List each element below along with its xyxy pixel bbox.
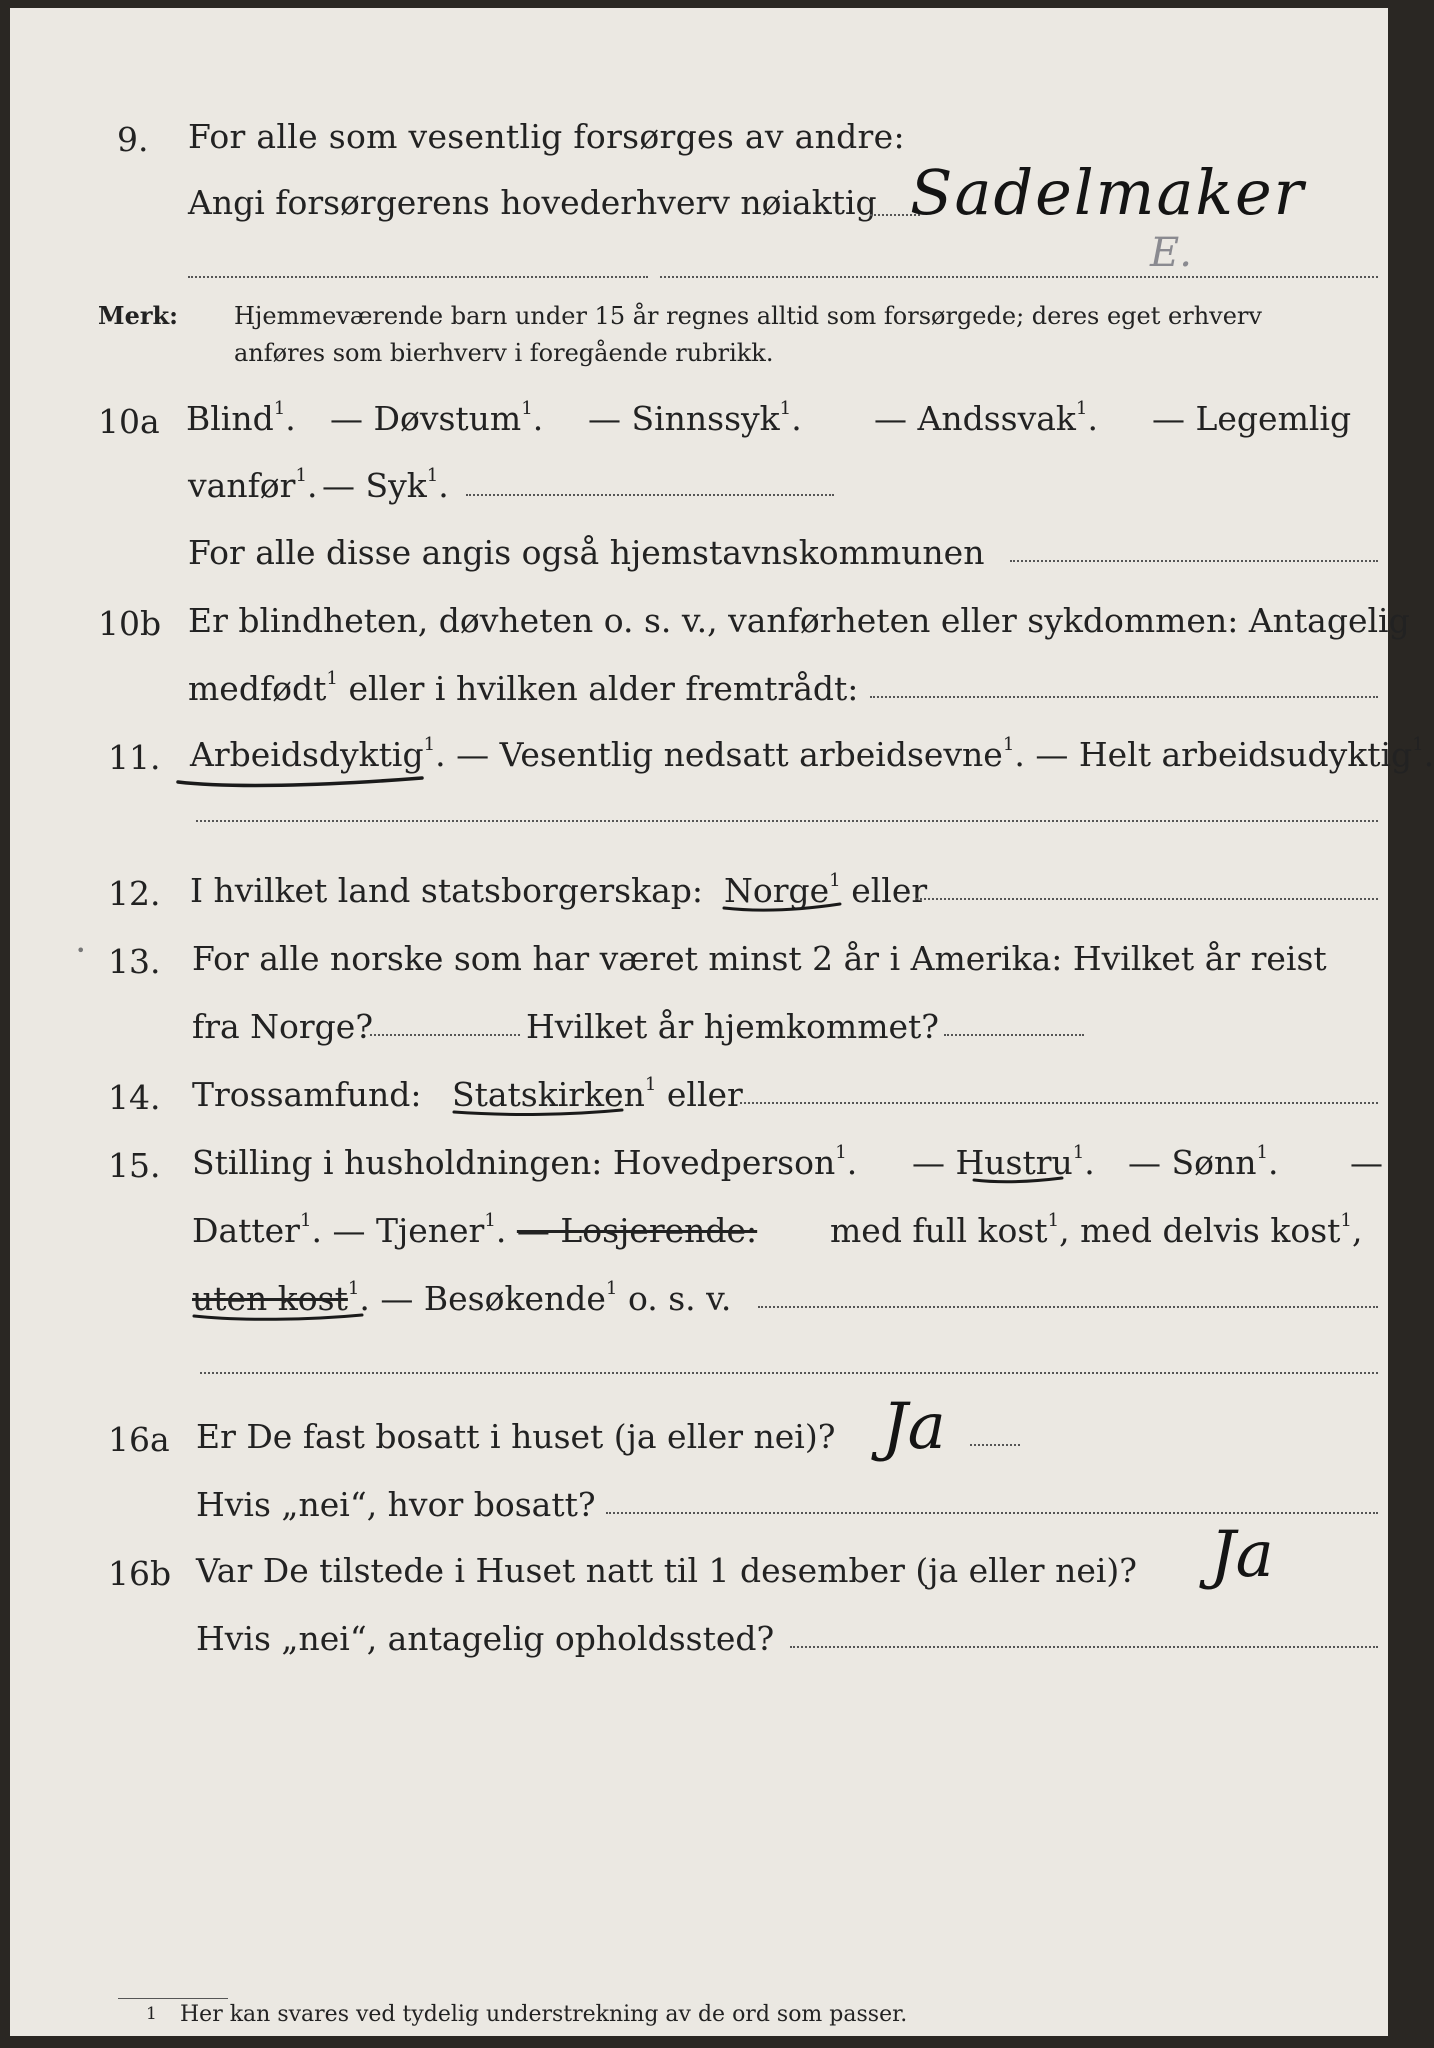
q12-norge: Norge [724, 871, 830, 910]
q9-dots-left [188, 276, 648, 278]
q16a-dots [970, 1444, 1020, 1446]
q15-number: 15. [108, 1146, 161, 1185]
q16b-line1: Var De tilstede i Huset natt til 1 desember (ja eller nei)? [196, 1551, 1137, 1590]
footnote-rule [118, 1998, 228, 1999]
q10b-line1: Er blindheten, døvheten o. s. v., vanførheten eller sykdommen: Antagelig [188, 601, 1410, 640]
q14-dots [740, 1102, 1378, 1104]
q12-text: I hvilket land statsborgerskap: [190, 871, 704, 910]
q10b-dots [870, 696, 1378, 698]
q15-uten-kost-underline [190, 1310, 370, 1330]
q16b-number: 16b [108, 1554, 172, 1593]
q14-handwritten-underline [450, 1106, 630, 1126]
q15-besokende: — Besøkende [380, 1279, 606, 1318]
q15-delvis-kost: , med delvis kost [1059, 1211, 1341, 1250]
q13-hjemkommet-dots [944, 1034, 1084, 1036]
q16a-handwritten-answer: Ja [882, 1390, 946, 1464]
q10b-line2: eller i hvilken alder fremtrådt: [348, 669, 859, 708]
q14-eller: eller [666, 1075, 743, 1114]
q10a-syk-dots [466, 494, 834, 496]
q15-datter: Datter [192, 1211, 300, 1250]
q15-hustru-underline [970, 1174, 1070, 1194]
q14-number: 14. [108, 1078, 161, 1117]
q12-number: 12. [108, 874, 161, 913]
q12-eller: eller [851, 871, 928, 910]
q15-tjener: — Tjener [332, 1211, 485, 1250]
q9-handwritten-answer: Sadelmaker [910, 156, 1306, 229]
note-line1: Hjemmeværende barn under 15 år regnes alltid som forsørgede; deres eget erhverv [234, 302, 1262, 330]
q13-number: 13. [108, 942, 161, 981]
q16b-line2: Hvis „nei“, antagelig opholdssted? [196, 1619, 775, 1658]
q10a-vanfor: vanfør [188, 466, 296, 505]
q11-number: 11. [108, 738, 161, 777]
q16a-line1: Er De fast bosatt i huset (ja eller nei)? [196, 1417, 836, 1456]
q16b-handwritten-answer: Ja [1210, 1518, 1274, 1592]
q15-hovedperson: Stilling i husholdningen: Hovedperson [192, 1143, 836, 1182]
q9-line2: Angi forsørgerens hovederhverv nøiaktig [188, 183, 877, 222]
q10a-hjemstavn-dots [1010, 560, 1378, 562]
q11-arbeidsdyktig: Arbeidsdyktig [190, 735, 424, 774]
q15-uten-kost: uten kost [192, 1279, 348, 1318]
q15-losjerende: — Losjerende: [516, 1211, 758, 1250]
note-label: Merk: [98, 301, 178, 330]
q11-dots [196, 820, 1378, 822]
q10a-line3: For alle disse angis også hjemstavnskommunen [188, 533, 985, 572]
note-line2: anføres som bierhverv i foregående rubrikk. [234, 339, 774, 367]
q10a-number: 10a [98, 402, 160, 441]
q13-hjemkommet: Hvilket år hjemkommet? [526, 1007, 939, 1046]
q16a-line2: Hvis „nei“, hvor bosatt? [196, 1485, 596, 1524]
q9-number: 9. [117, 120, 149, 159]
q13-margin-dot: • [76, 941, 86, 960]
q11-handwritten-underline [170, 770, 430, 800]
q16b-opholdssted-dots [790, 1646, 1378, 1648]
q10a-legemlig: — Legemlig [1152, 399, 1352, 438]
q9-pencil-mark: E. [1150, 230, 1192, 276]
q13-reist-dots [370, 1034, 520, 1036]
q10a-andssvak: — Andssvak [874, 399, 1076, 438]
q9-dots-right [660, 276, 1378, 278]
q15-hustru: — Hustru [912, 1143, 1073, 1182]
q10a-dovstum: — Døvstum [330, 399, 522, 438]
q15-dots-2 [200, 1372, 1378, 1374]
q15-dots [758, 1306, 1378, 1308]
footnote-mark: 1 [146, 2004, 157, 2024]
census-form-page: 9. For alle som vesentlig forsørges av andre: Angi forsørgerens hovederhverv nøiaktig Sadelmaker E. Merk: Hjemmeværende barn under 15 år regnes alltid som forsørgede; deres eget erhverv anføres som bierhverv i foregående rubrikk. 10a Blind$^1$. — Døvstum$^1$. — Sinnssyk$^1$. — Andssvak$^1$. — Legemlig vanfør$^1$. — Syk$^1$. For alle disse angis også hjemstavnskommunen 10b Er blindheten, døvheten o. s. v., vanførheten eller sykdommen: Antagelig medfødt$^1$ eller i hvilken alder fremtrådt: 11. Arbeidsdyktig$^1$. — Vesentlig nedsatt arbeidsevne$^1$. — Helt arbeidsudyktig$^1$. 12. I hvilket land statsborgerskap: Norge$^1$ eller • 13. For alle norske som har været minst 2 år i Amerika: Hvilket år reist fra Norge? Hvilket år hjemkommet? 14. Trossamfund: Statskirken$^1$ eller 15. Stilling i husholdningen: Hovedperson$^1$. — Hustru$^1$. — Sønn$^1$. — Datter$^1$. — Tjener$^1$. — Losjerende: med full kost$^1$, med delvis kost$^1$, uten kost$^1$. — Besøkende$^1$ o. s. v. 16a Er De fast bosatt i huset (ja eller nei)? Ja Hvis „nei“, hvor bosatt? 16b Var De tilstede i Huset natt til 1 desember (ja eller nei)? Ja Hvis „nei“, antagelig opholdssted? 1 Her kan svares ved tydelig understrekning av de ord som passer. [10, 8, 1388, 2036]
q10a-syk: — Syk [322, 466, 427, 505]
q11-nedsatt: — Vesentlig nedsatt arbeidsevne [456, 735, 1003, 774]
q14-statskirken: Statskirken [452, 1075, 645, 1114]
q10a-blind: Blind [186, 399, 274, 438]
q9-line1: For alle som vesentlig forsørges av andre: [188, 117, 905, 156]
q10b-medfodt: medfødt [188, 669, 327, 708]
footnote-text: Her kan svares ved tydelig understrekning av de ord som passer. [180, 2002, 908, 2027]
q12-handwritten-underline [720, 900, 850, 920]
q12-dots [916, 898, 1378, 900]
q13-fra-norge: fra Norge? [192, 1007, 374, 1046]
q16a-number: 16a [108, 1420, 170, 1459]
q13-line1: For alle norske som har været minst 2 år i Amerika: Hvilket år reist [192, 939, 1327, 978]
q15-sonn: — Sønn [1128, 1143, 1257, 1182]
q14-text: Trossamfund: [192, 1075, 422, 1114]
q10a-sinnssyk: — Sinnssyk [588, 399, 780, 438]
q11-udyktig: — Helt arbeidsudyktig [1035, 735, 1413, 774]
q15-full-kost: med full kost [830, 1211, 1048, 1250]
q16a-bosatt-dots [606, 1512, 1378, 1514]
q10b-number: 10b [98, 604, 162, 643]
q15-osv: o. s. v. [627, 1279, 732, 1318]
q15-dash: — [1350, 1143, 1383, 1182]
